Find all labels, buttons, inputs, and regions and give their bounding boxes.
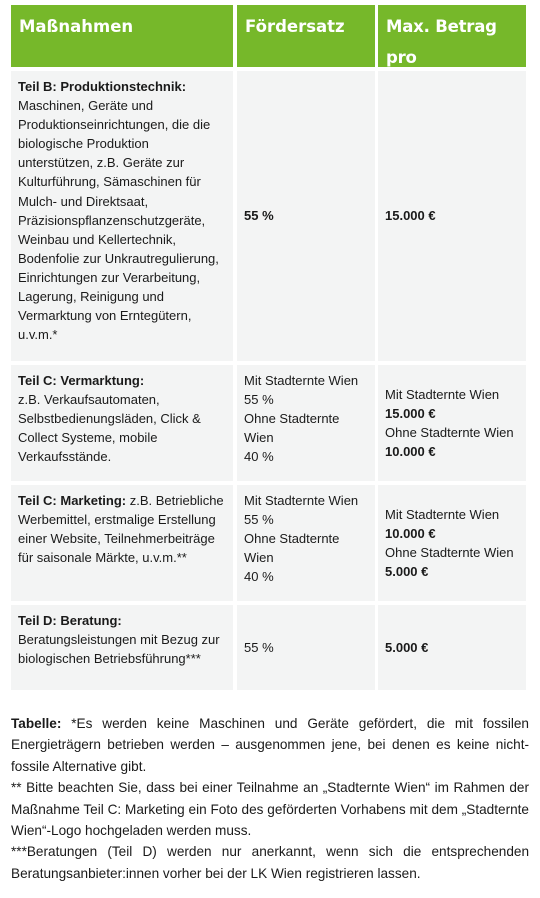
table-row bbox=[11, 365, 526, 481]
measure-cell bbox=[11, 365, 233, 481]
rate-value: 55 % bbox=[244, 208, 274, 224]
table-row bbox=[11, 605, 526, 690]
amount-with-value: 10.000 € bbox=[385, 525, 436, 541]
amount-value: 5.000 € bbox=[385, 639, 429, 655]
table-header-row bbox=[11, 5, 526, 67]
measure-description: z.B. Verkaufsautomaten, Selbstbedienungsläden, Click & Collect Systeme, mobile Verkaufsstände. bbox=[18, 392, 201, 465]
footnote-3: ***Beratungen (Teil D) werden nur anerkannt, wenn sich die entsprechenden Beratungsanbieter:innen vorher bei der LK Wien registrieren lassen. bbox=[11, 844, 529, 881]
rate-without-value: 40 % bbox=[244, 449, 274, 465]
rate-with-label: Mit Stadternte Wien bbox=[244, 373, 359, 388]
amount-with-label: Mit Stadternte Wien bbox=[385, 506, 500, 522]
funding-table bbox=[11, 5, 526, 690]
measure-title: Teil B: Produktionstechnik: bbox=[18, 79, 187, 94]
amount-with-label: Mit Stadternte Wien bbox=[385, 386, 500, 402]
measure-title: Teil C: Marketing: bbox=[18, 493, 127, 508]
footnote-2: ** Bitte beachten Sie, dass bei einer Teilnahme an „Stadternte Wien“ im Rahmen der Maßnahme Teil C: Marketing ein Foto des geförderten Vorhabens mit dem „Stadternte Wien“-Logo hochgeladen werden muss. bbox=[11, 780, 529, 839]
measure-cell bbox=[11, 605, 233, 690]
amount-value: 15.000 € bbox=[385, 208, 436, 224]
amount-without-value: 10.000 € bbox=[385, 444, 436, 460]
amount-cell bbox=[378, 71, 526, 361]
rate-value: 55 % bbox=[244, 639, 274, 655]
rate-without-label: Ohne Stadternte Wien bbox=[244, 411, 340, 446]
table-footnotes bbox=[11, 713, 529, 884]
amount-cell bbox=[378, 485, 526, 601]
measure-cell bbox=[11, 485, 233, 601]
measure-description: Beratungsleistungen mit Bezug zur biologischen Betriebsführung*** bbox=[18, 632, 220, 667]
amount-with-value: 15.000 € bbox=[385, 405, 436, 421]
amount-without-value: 5.000 € bbox=[385, 564, 429, 580]
header-massnahmen: Maßnahmen bbox=[11, 5, 233, 67]
rate-without-label: Ohne Stadternte Wien bbox=[244, 531, 340, 566]
header-foerdersatz: Fördersatz bbox=[237, 5, 375, 67]
rate-cell bbox=[237, 365, 375, 481]
amount-without-label: Ohne Stadternte Wien bbox=[385, 545, 514, 560]
amount-without-label: Ohne Stadternte Wien bbox=[385, 425, 514, 440]
rate-without-value: 40 % bbox=[244, 569, 274, 585]
footnote-label: Tabelle: bbox=[11, 716, 62, 731]
measure-description: Maschinen, Geräte und Produktionseinrichtungen, die die biologische Produktion unterstützen, z.B. Geräte zur Kulturführung, Sämaschinen für Mulch- und Direktsaat, Präzisionspflanzenschutzgeräte, Weinbau und Kellertechnik, Bodenfolie zur Unkrautregulierung, Einrichtungen zur Verarbeitung, Lagerung, Reinigung und Vermarktung von Erntegütern, u.v.m.* bbox=[18, 98, 219, 343]
amount-cell bbox=[378, 605, 526, 690]
header-max-betrag: Max. Betrag pro bbox=[378, 5, 526, 67]
measure-description: z.B. Betriebliche Werbemittel, erstmalige Erstellung einer Website, Teilnehmerbeiträge für saisonale Märkte, u.v.m.** bbox=[18, 493, 224, 566]
rate-cell bbox=[237, 605, 375, 690]
measure-title: Teil D: Beratung: bbox=[18, 613, 122, 628]
rate-cell bbox=[237, 485, 375, 601]
table-row bbox=[11, 71, 526, 361]
amount-cell bbox=[378, 365, 526, 481]
footnote-1 bbox=[11, 713, 529, 777]
rate-with-label: Mit Stadternte Wien bbox=[244, 493, 359, 508]
measure-title: Teil C: Vermarktung: bbox=[18, 373, 145, 388]
measure-cell bbox=[11, 71, 233, 361]
rate-with-value: 55 % bbox=[244, 512, 274, 528]
table-row bbox=[11, 485, 526, 601]
rate-cell bbox=[237, 71, 375, 361]
rate-with-value: 55 % bbox=[244, 392, 274, 408]
footnote-1-text: *Es werden keine Maschinen und Geräte gefördert, die mit fossilen Energieträgern betrieben werden – ausgenommen jene, bei denen es keine nicht-fossile Alternative gibt. bbox=[11, 716, 529, 774]
